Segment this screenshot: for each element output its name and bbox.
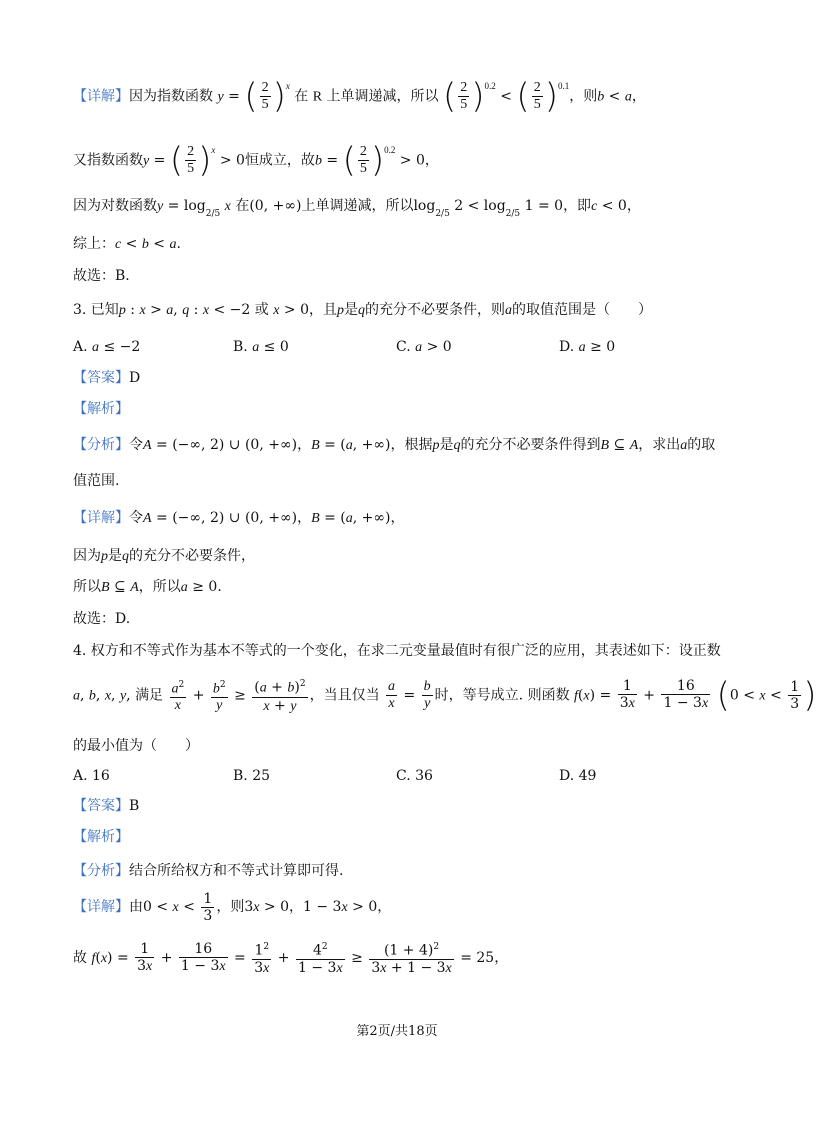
text: 在 bbox=[294, 88, 309, 105]
q3-detail-2: 所以B ⊆ A，所以a ≥ 0. bbox=[73, 579, 222, 595]
q3-detail-3: 故选：D. bbox=[73, 611, 131, 627]
option-a: A. 16 bbox=[73, 768, 110, 784]
text: ，即 bbox=[563, 198, 592, 214]
q3-detail: 【详解】令A = (−∞, 2) ∪ (0, +∞)，B = (a, +∞)， bbox=[73, 510, 405, 526]
text: 上单调递减，所以 bbox=[301, 198, 414, 214]
text: ， bbox=[631, 88, 646, 105]
q3-analysis: 【分析】令A = (−∞, 2) ∪ (0, +∞)，B = (a, +∞)，根据p是q的充分不必要条件得到B ⊆ A，求出a的取 bbox=[73, 437, 716, 453]
text: 因为指数函数 bbox=[129, 88, 213, 105]
q3-analysis-cont: 值范围. bbox=[73, 473, 120, 489]
option-c: C. 36 bbox=[396, 768, 433, 784]
text: 的取值范围是（ ） bbox=[511, 302, 652, 318]
text: 又指数函数 bbox=[73, 152, 143, 169]
question-3: 3. 已知p : x > a, q : x < −2 或 x > 0，且p是q的充分不必要条件，则a的取值范围是（ ） bbox=[73, 302, 652, 318]
detail-line-2: 又指数函数y = ( $\frac{2}{5}$ )$^x$ > 0恒成立，故b = ( $\frac{2}{5}$ )$^{0.2}$ > 0， bbox=[73, 140, 439, 181]
text: ， bbox=[424, 152, 439, 169]
q4-detail: 【详解】由0 < x < $\frac{1}{3}$ ，则3x > 0，1 − 3x > 0， bbox=[73, 890, 392, 924]
detail-line-3: 因为对数函数$y = \log_{2/5} x$ 在(0, +∞)上单调递减，所以$\log_{2/5} 2 < \log_{2/5} 1 = 0$，即c < 0， bbox=[73, 198, 641, 219]
option-a: A. a ≤ −2 bbox=[73, 339, 141, 355]
text: 在 bbox=[235, 198, 250, 214]
question-4-formula: a, b, x, y, 满足 $\frac{a^2}{x}$ + $\frac{b^2}{y}$ ≥ $\frac{(a + b)^2}{x + y}$ ，当且仅当 $\frac{a}{x}$ = $\frac{b}{y}$ 时，等号成立. 则函数 f(x) = $\frac{1}{3x}$ + $\frac{16}{1 - 3x}$ (0 < x < $\frac{1}{3}$ ) bbox=[73, 675, 816, 716]
text: . bbox=[176, 236, 181, 252]
text: ，且 bbox=[308, 302, 337, 318]
text: 上单调递减，所以 bbox=[326, 88, 439, 105]
text: 的充分不必要条件，则 bbox=[364, 302, 505, 318]
text: 是 bbox=[343, 302, 358, 318]
answer-choice-line: 故选：B. bbox=[73, 268, 130, 284]
q4-detail-1: 故 f(x) = $\frac{1}{3x}$ + $\frac{16}{1 - 3x}$ = $\frac{1^2}{3x}$ + $\frac{4^2}{1 - 3x}$ ≥ $\frac{(1 + 4)^2}{3x + 1 - 3x}$ = 25， bbox=[73, 941, 509, 976]
option-b: B. a ≤ 0 bbox=[233, 339, 289, 355]
text: 或 bbox=[254, 302, 269, 318]
text: ，则 bbox=[569, 88, 598, 105]
option-d: D. 49 bbox=[559, 768, 597, 784]
q3-detail-1: 因为p是q的充分不必要条件， bbox=[73, 548, 255, 564]
detail-tag: 【详解】 bbox=[73, 88, 129, 105]
q4-analysis: 【分析】结合所给权方和不等式计算即可得. bbox=[73, 863, 344, 879]
option-b: B. 25 bbox=[233, 768, 271, 784]
question-4: 4. 权方和不等式作为基本不等式的一个变化，在求二元变量最值时有很广泛的应用，其表述如下：设正数 bbox=[73, 643, 721, 659]
q3-analysis-tag: 【解析】 bbox=[73, 401, 129, 417]
text: 恒成立，故 bbox=[244, 152, 315, 169]
q4-analysis-tag: 【解析】 bbox=[73, 829, 129, 845]
text: 因为对数函数 bbox=[73, 198, 157, 214]
fraction: $\frac{2}{5}$ bbox=[261, 80, 269, 112]
question-number: 3. 已知 bbox=[73, 302, 119, 318]
page-footer: 第2页/共18页 bbox=[356, 1024, 438, 1039]
text: 综上： bbox=[73, 236, 115, 252]
summary-line: 综上：c < b < a. bbox=[73, 236, 181, 252]
option-d: D. a ≥ 0 bbox=[559, 339, 616, 355]
q3-answer: 【答案】D bbox=[73, 370, 141, 386]
q4-answer: 【答案】B bbox=[73, 798, 140, 814]
detail-line-1: 【详解】因为指数函数 y = ( $\frac{2}{5}$ )$^x$ 在 R 上单调递减，所以 ( $\frac{2}{5}$ )$^{0.2}$ < ( $\frac{2}{5}$ )$^{0.1}$，则b < a， bbox=[73, 76, 646, 117]
text: ， bbox=[626, 198, 641, 214]
option-c: C. a > 0 bbox=[396, 339, 452, 355]
question-4-end: 的最小值为（ ） bbox=[73, 738, 199, 754]
